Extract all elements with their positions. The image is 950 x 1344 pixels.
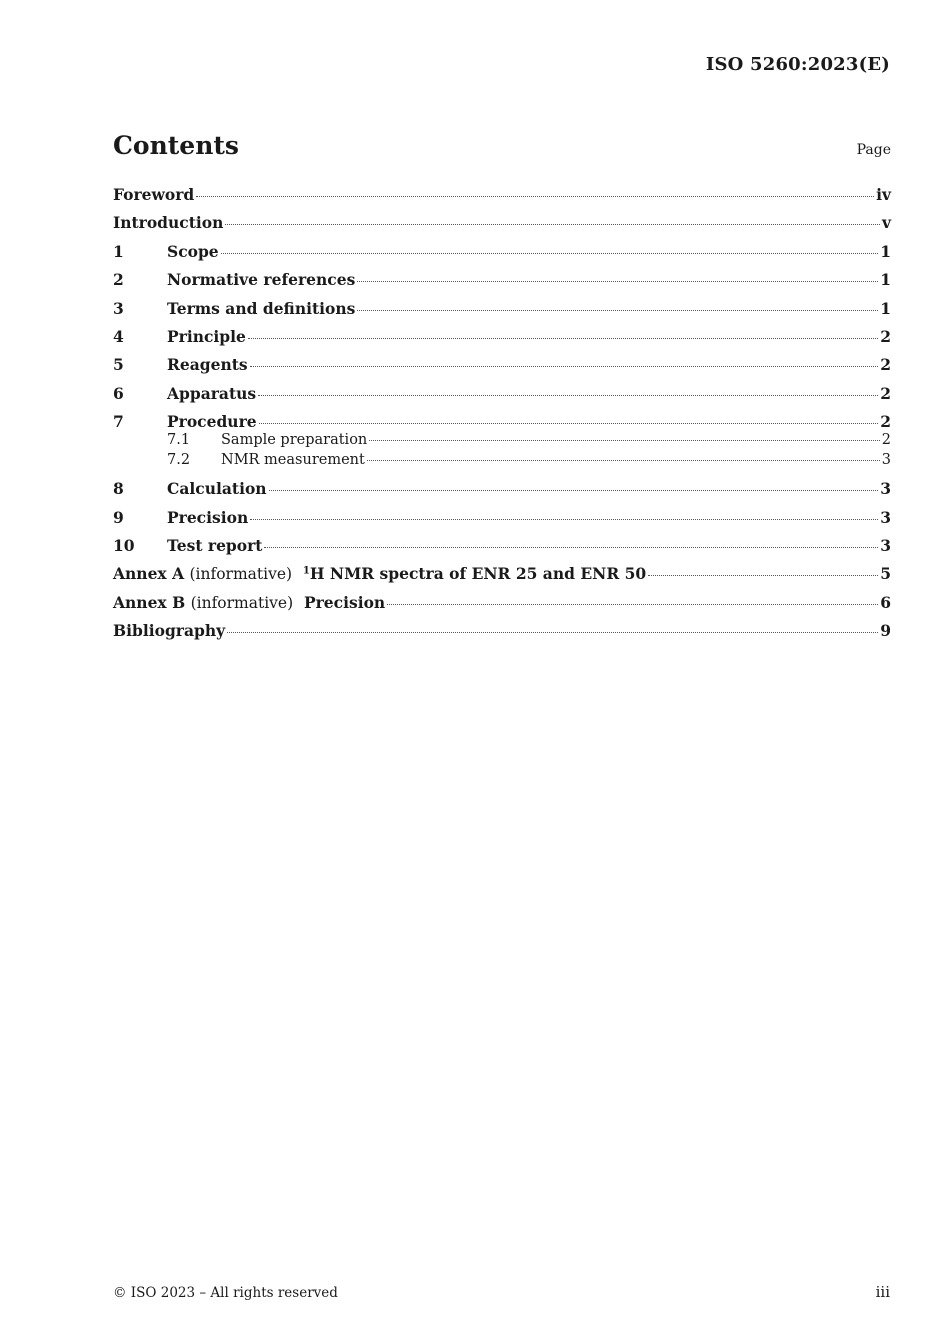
toc-page: 3 [880,535,891,555]
toc-title: Foreword [113,185,195,204]
toc-entry-apparatus[interactable] [113,384,891,412]
toc-page: 2 [881,432,891,449]
toc-number: 3 [113,298,124,318]
annex-label: Annex B [113,592,186,612]
toc-number: 10 [113,535,135,555]
toc-page: 1 [880,270,891,290]
contents-heading-row [113,131,891,160]
dot-leader [248,338,878,339]
dot-leader [196,196,874,197]
dot-leader [227,632,878,633]
toc-entry-annex-b[interactable] [113,593,891,621]
page-column-label: Page [856,142,891,158]
annex-label: Annex A [113,564,185,584]
toc-number: 8 [113,479,124,499]
contents-title: Contents [113,131,240,160]
superscript: 1 [302,565,310,577]
toc-entry-introduction[interactable] [113,213,891,241]
toc-page: 6 [880,592,891,612]
dot-leader [369,440,879,441]
toc-number: 7.2 [167,452,191,469]
toc-title: Apparatus [167,383,257,403]
toc-entry-precision[interactable] [113,508,891,536]
toc-entry-reagents[interactable] [113,355,891,383]
toc-page: iv [876,185,891,204]
toc-entry-annex-a[interactable] [113,564,891,592]
dot-leader [250,519,878,520]
toc-entry-scope[interactable] [113,242,891,270]
toc-title: Procedure [167,412,257,432]
toc-title: Test report [167,535,263,555]
toc-title: Introduction [113,213,224,233]
toc-number: 6 [113,383,124,403]
dot-leader [225,224,880,225]
toc-title: NMR measurement [221,452,365,469]
toc-title: Sample preparation [221,432,368,449]
toc-number: 2 [113,270,124,290]
toc-page: 3 [880,507,891,527]
toc-page: 3 [881,452,891,469]
dot-leader [367,460,880,461]
toc-page: 1 [880,298,891,318]
toc-page: 2 [880,355,891,375]
toc-page: 2 [880,383,891,403]
toc-page: 1 [880,241,891,261]
toc-entry-bibliography[interactable] [113,621,891,649]
toc-entry-sample-preparation[interactable] [113,432,891,452]
toc-title: Scope [167,241,219,261]
toc-number: 9 [113,507,124,527]
toc-entry-procedure[interactable] [113,412,891,432]
annex-type: (informative) [190,593,294,612]
dot-leader [258,395,878,396]
toc-page: 5 [880,564,891,584]
toc-number: 7.1 [167,432,191,449]
dot-leader [648,575,878,576]
toc-entry-normative-references[interactable] [113,270,891,298]
toc-number: 1 [113,241,124,261]
toc-title: Bibliography [113,621,226,641]
toc-title: Normative references [167,270,356,290]
toc-title: Precision [167,507,249,527]
dot-leader [250,366,879,367]
toc-page: v [881,213,891,233]
table-of-contents [113,185,891,649]
annex-a-title [113,564,646,583]
dot-leader [259,423,879,424]
toc-entry-terms-and-definitions[interactable] [113,299,891,327]
toc-page: 2 [880,412,891,432]
annex-type: (informative) [189,565,293,584]
dot-leader [269,490,879,491]
toc-number: 5 [113,355,124,375]
annex-heading: H NMR spectra of ENR 25 and ENR 50 [309,564,647,584]
dot-leader [264,547,878,548]
toc-title: Principle [167,326,246,346]
toc-entry-principle[interactable] [113,327,891,355]
toc-page: 2 [880,326,891,346]
toc-entry-foreword[interactable] [113,185,891,213]
toc-entry-test-report[interactable] [113,536,891,564]
footer-copyright: © ISO 2023 – All rights reserved [113,1285,338,1301]
toc-entry-nmr-measurement[interactable] [113,452,891,479]
dot-leader [357,281,878,282]
toc-page: 9 [880,621,891,641]
document-id: ISO 5260:2023(E) [705,54,890,75]
toc-page: 3 [880,479,891,499]
dot-leader [357,310,878,311]
toc-title: Terms and definitions [167,298,356,318]
toc-title: Reagents [167,355,248,375]
toc-number: 7 [113,412,124,432]
toc-title: Calculation [167,479,267,499]
toc-entry-calculation[interactable] [113,479,891,507]
dot-leader [387,604,878,605]
annex-b-title [113,593,385,612]
footer-page-number: iii [875,1283,890,1301]
dot-leader [221,253,879,254]
toc-number: 4 [113,326,124,346]
annex-heading: Precision [303,592,386,612]
